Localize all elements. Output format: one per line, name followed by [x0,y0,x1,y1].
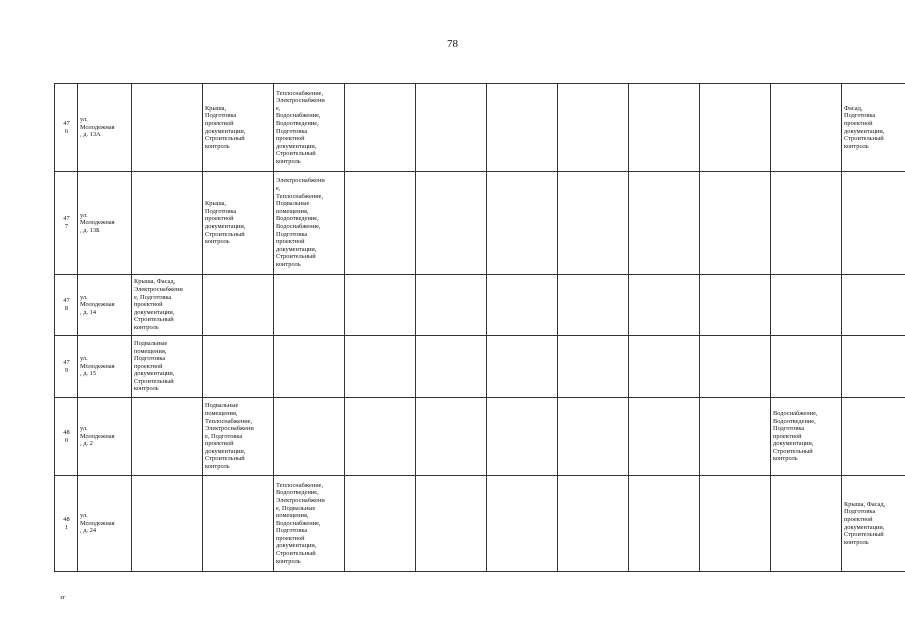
empty-cell [416,476,487,572]
table-row [55,336,905,398]
empty-cell [345,476,416,572]
empty-cell [700,336,771,398]
address-cell: ул. Молодежная , д. 13А [78,84,132,172]
work-cell [771,336,842,398]
empty-cell [345,398,416,476]
address-cell: ул. Молодежная , д. 13Б [78,172,132,275]
work-cell [771,172,842,275]
row-number: 47 8 [55,275,78,336]
page-number: 78 [447,38,458,50]
empty-cell [558,275,629,336]
work-cell: Электроснабжени е, Теплоснабжение, Подвальные помещения, Водоотведение, Водоснабжение, Подготовка проектной документации, Строительный контроль [274,172,345,275]
work-cell: Теплоснабжение, Электроснабжени е, Водоснабжение, Водоотведение, Подготовка проектной документации, Строительный контроль [274,84,345,172]
row-number: 48 0 [55,398,78,476]
table-row [55,84,905,172]
row-number: 47 7 [55,172,78,275]
work-cell: Крыша, Подготовка проектной документации, Строительный контроль [203,84,274,172]
empty-cell [416,336,487,398]
work-cell [132,172,203,275]
work-cell: Подвальные помещения, Теплоснабжение, Электроснабжени е, Подготовка проектной документации, Строительный контроль [203,398,274,476]
work-cell [274,275,345,336]
empty-cell [629,84,700,172]
empty-cell [558,336,629,398]
work-cell [132,476,203,572]
empty-cell [416,275,487,336]
footer-note: зг [60,594,66,601]
work-cell [274,336,345,398]
work-cell: Подвальные помещения, Подготовка проектной документации, Строительный контроль [132,336,203,398]
table-row [55,398,905,476]
empty-cell [629,275,700,336]
empty-cell [345,84,416,172]
work-cell [132,398,203,476]
work-cell [771,84,842,172]
work-cell [771,476,842,572]
table-row [55,275,905,336]
empty-cell [487,84,558,172]
work-cell [203,275,274,336]
row-number: 47 6 [55,84,78,172]
row-number: 48 1 [55,476,78,572]
work-cell: Крыша, Подготовка проектной документации, Строительный контроль [203,172,274,275]
table-row [55,476,905,572]
work-cell [274,398,345,476]
empty-cell [416,172,487,275]
work-cell [842,336,905,398]
address-cell: ул. Молодежная , д. 15 [78,336,132,398]
empty-cell [487,172,558,275]
empty-cell [700,84,771,172]
address-cell: ул. Молодежная , д. 24 [78,476,132,572]
work-cell [842,398,905,476]
address-cell: ул. Молодежная , д. 14 [78,275,132,336]
empty-cell [345,336,416,398]
table-row [55,172,905,275]
row-number: 47 9 [55,336,78,398]
work-cell: Фасад, Подготовка проектной документации, Строительный контроль [842,84,905,172]
empty-cell [487,476,558,572]
empty-cell [558,172,629,275]
empty-cell [700,275,771,336]
empty-cell [558,476,629,572]
empty-cell [700,476,771,572]
work-cell: Теплоснабжение, Водоотведение, Электроснабжени е, Подвальные помещения, Водоснабжение, Подготовка проектной документации, Строительный контроль [274,476,345,572]
work-cell: Водоснабжение, Водоотведение, Подготовка проектной документации, Строительный контроль [771,398,842,476]
empty-cell [487,336,558,398]
empty-cell [487,275,558,336]
work-cell: Крыша, Фасад, Подготовка проектной документации, Строительный контроль [842,476,905,572]
work-cell: Крыша, Фасад, Электроснабжени е, Подготовка проектной документации, Строительный контроль [132,275,203,336]
work-cell [203,336,274,398]
empty-cell [700,172,771,275]
work-cell [771,275,842,336]
work-cell [842,275,905,336]
address-cell: ул. Молодежная , д. 2 [78,398,132,476]
empty-cell [416,84,487,172]
empty-cell [700,398,771,476]
work-schedule-table [54,83,905,572]
work-cell [203,476,274,572]
empty-cell [629,336,700,398]
work-cell [132,84,203,172]
empty-cell [558,84,629,172]
empty-cell [629,476,700,572]
empty-cell [416,398,487,476]
empty-cell [487,398,558,476]
empty-cell [345,275,416,336]
empty-cell [629,172,700,275]
empty-cell [558,398,629,476]
empty-cell [345,172,416,275]
work-cell [842,172,905,275]
empty-cell [629,398,700,476]
